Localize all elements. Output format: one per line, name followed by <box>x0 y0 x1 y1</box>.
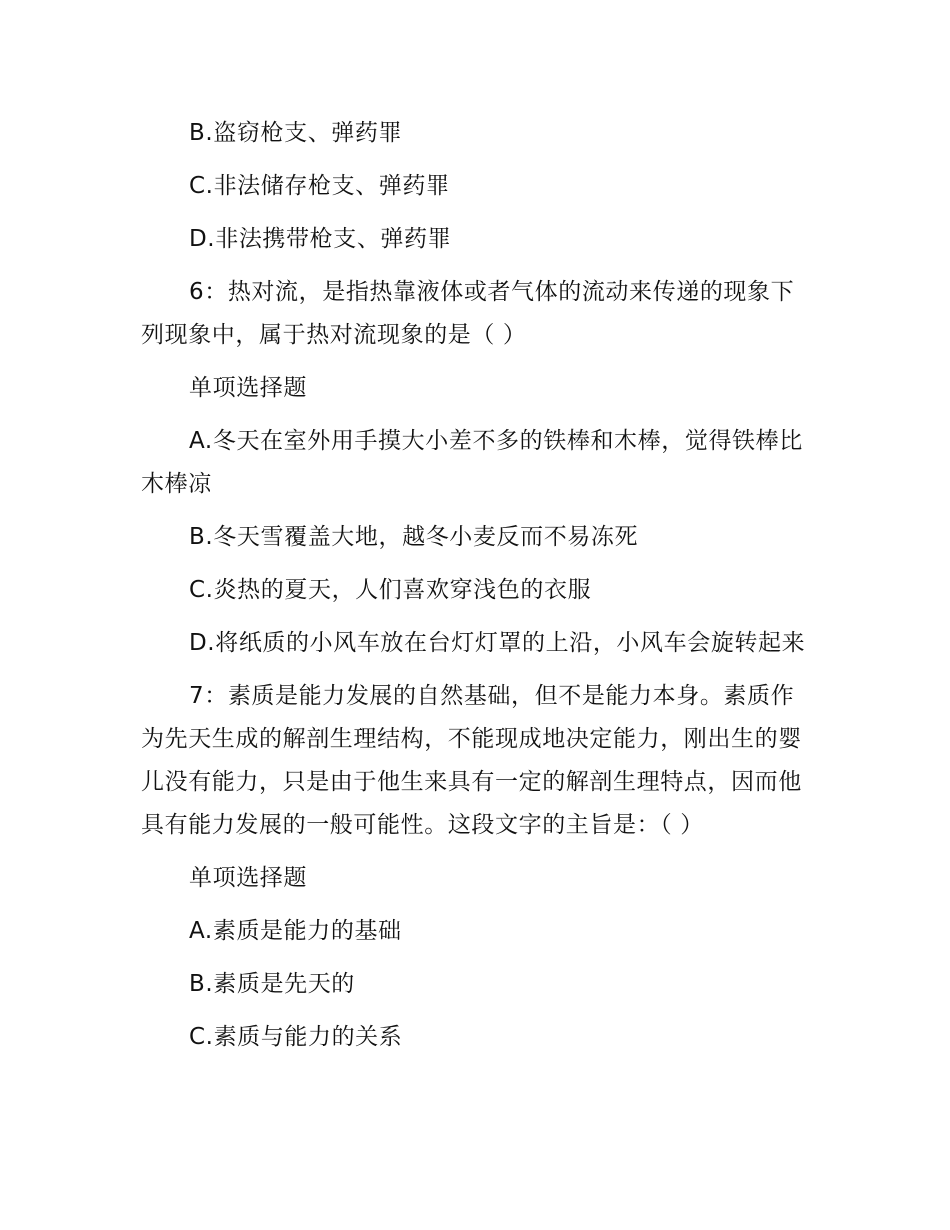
question-6-option-a: A.冬天在室外用手摸大小差不多的铁棒和木棒，觉得铁棒比木棒凉 <box>141 428 803 497</box>
document-body <box>141 112 813 1069</box>
question-6-option-c: C.炎热的夏天，人们喜欢穿浅色的衣服 <box>189 577 592 603</box>
question-7-text: 7：素质是能力发展的自然基础，但不是能力本身。素质作为先天生成的解剖生理结构，不能现成地决定能力，刚出生的婴儿没有能力，只是由于他生来具有一定的解剖生理特点，因而他具有能力发展的一般可能性。这段文字的主旨是：（ ） <box>141 683 802 838</box>
question-6-type: 单项选择题 <box>189 375 307 401</box>
option-d-carrying: D.非法携带枪支、弹药罪 <box>189 226 452 252</box>
question-7-option-a: A.素质是能力的基础 <box>189 918 402 944</box>
question-6-text: 6：热对流，是指热靠液体或者气体的流动来传递的现象下列现象中，属于热对流现象的是（ ） <box>141 279 795 348</box>
question-7-type: 单项选择题 <box>189 865 307 891</box>
question-6-option-d: D.将纸质的小风车放在台灯灯罩的上沿，小风车会旋转起来 <box>189 630 806 656</box>
question-6-option-b: B.冬天雪覆盖大地，越冬小麦反而不易冻死 <box>189 524 639 550</box>
question-7-option-b: B.素质是先天的 <box>189 971 355 997</box>
option-c-storage: C.非法储存枪支、弹药罪 <box>189 173 450 199</box>
option-b-theft: B.盗窃枪支、弹药罪 <box>189 120 403 146</box>
question-7-option-c: C.素质与能力的关系 <box>189 1024 403 1050</box>
